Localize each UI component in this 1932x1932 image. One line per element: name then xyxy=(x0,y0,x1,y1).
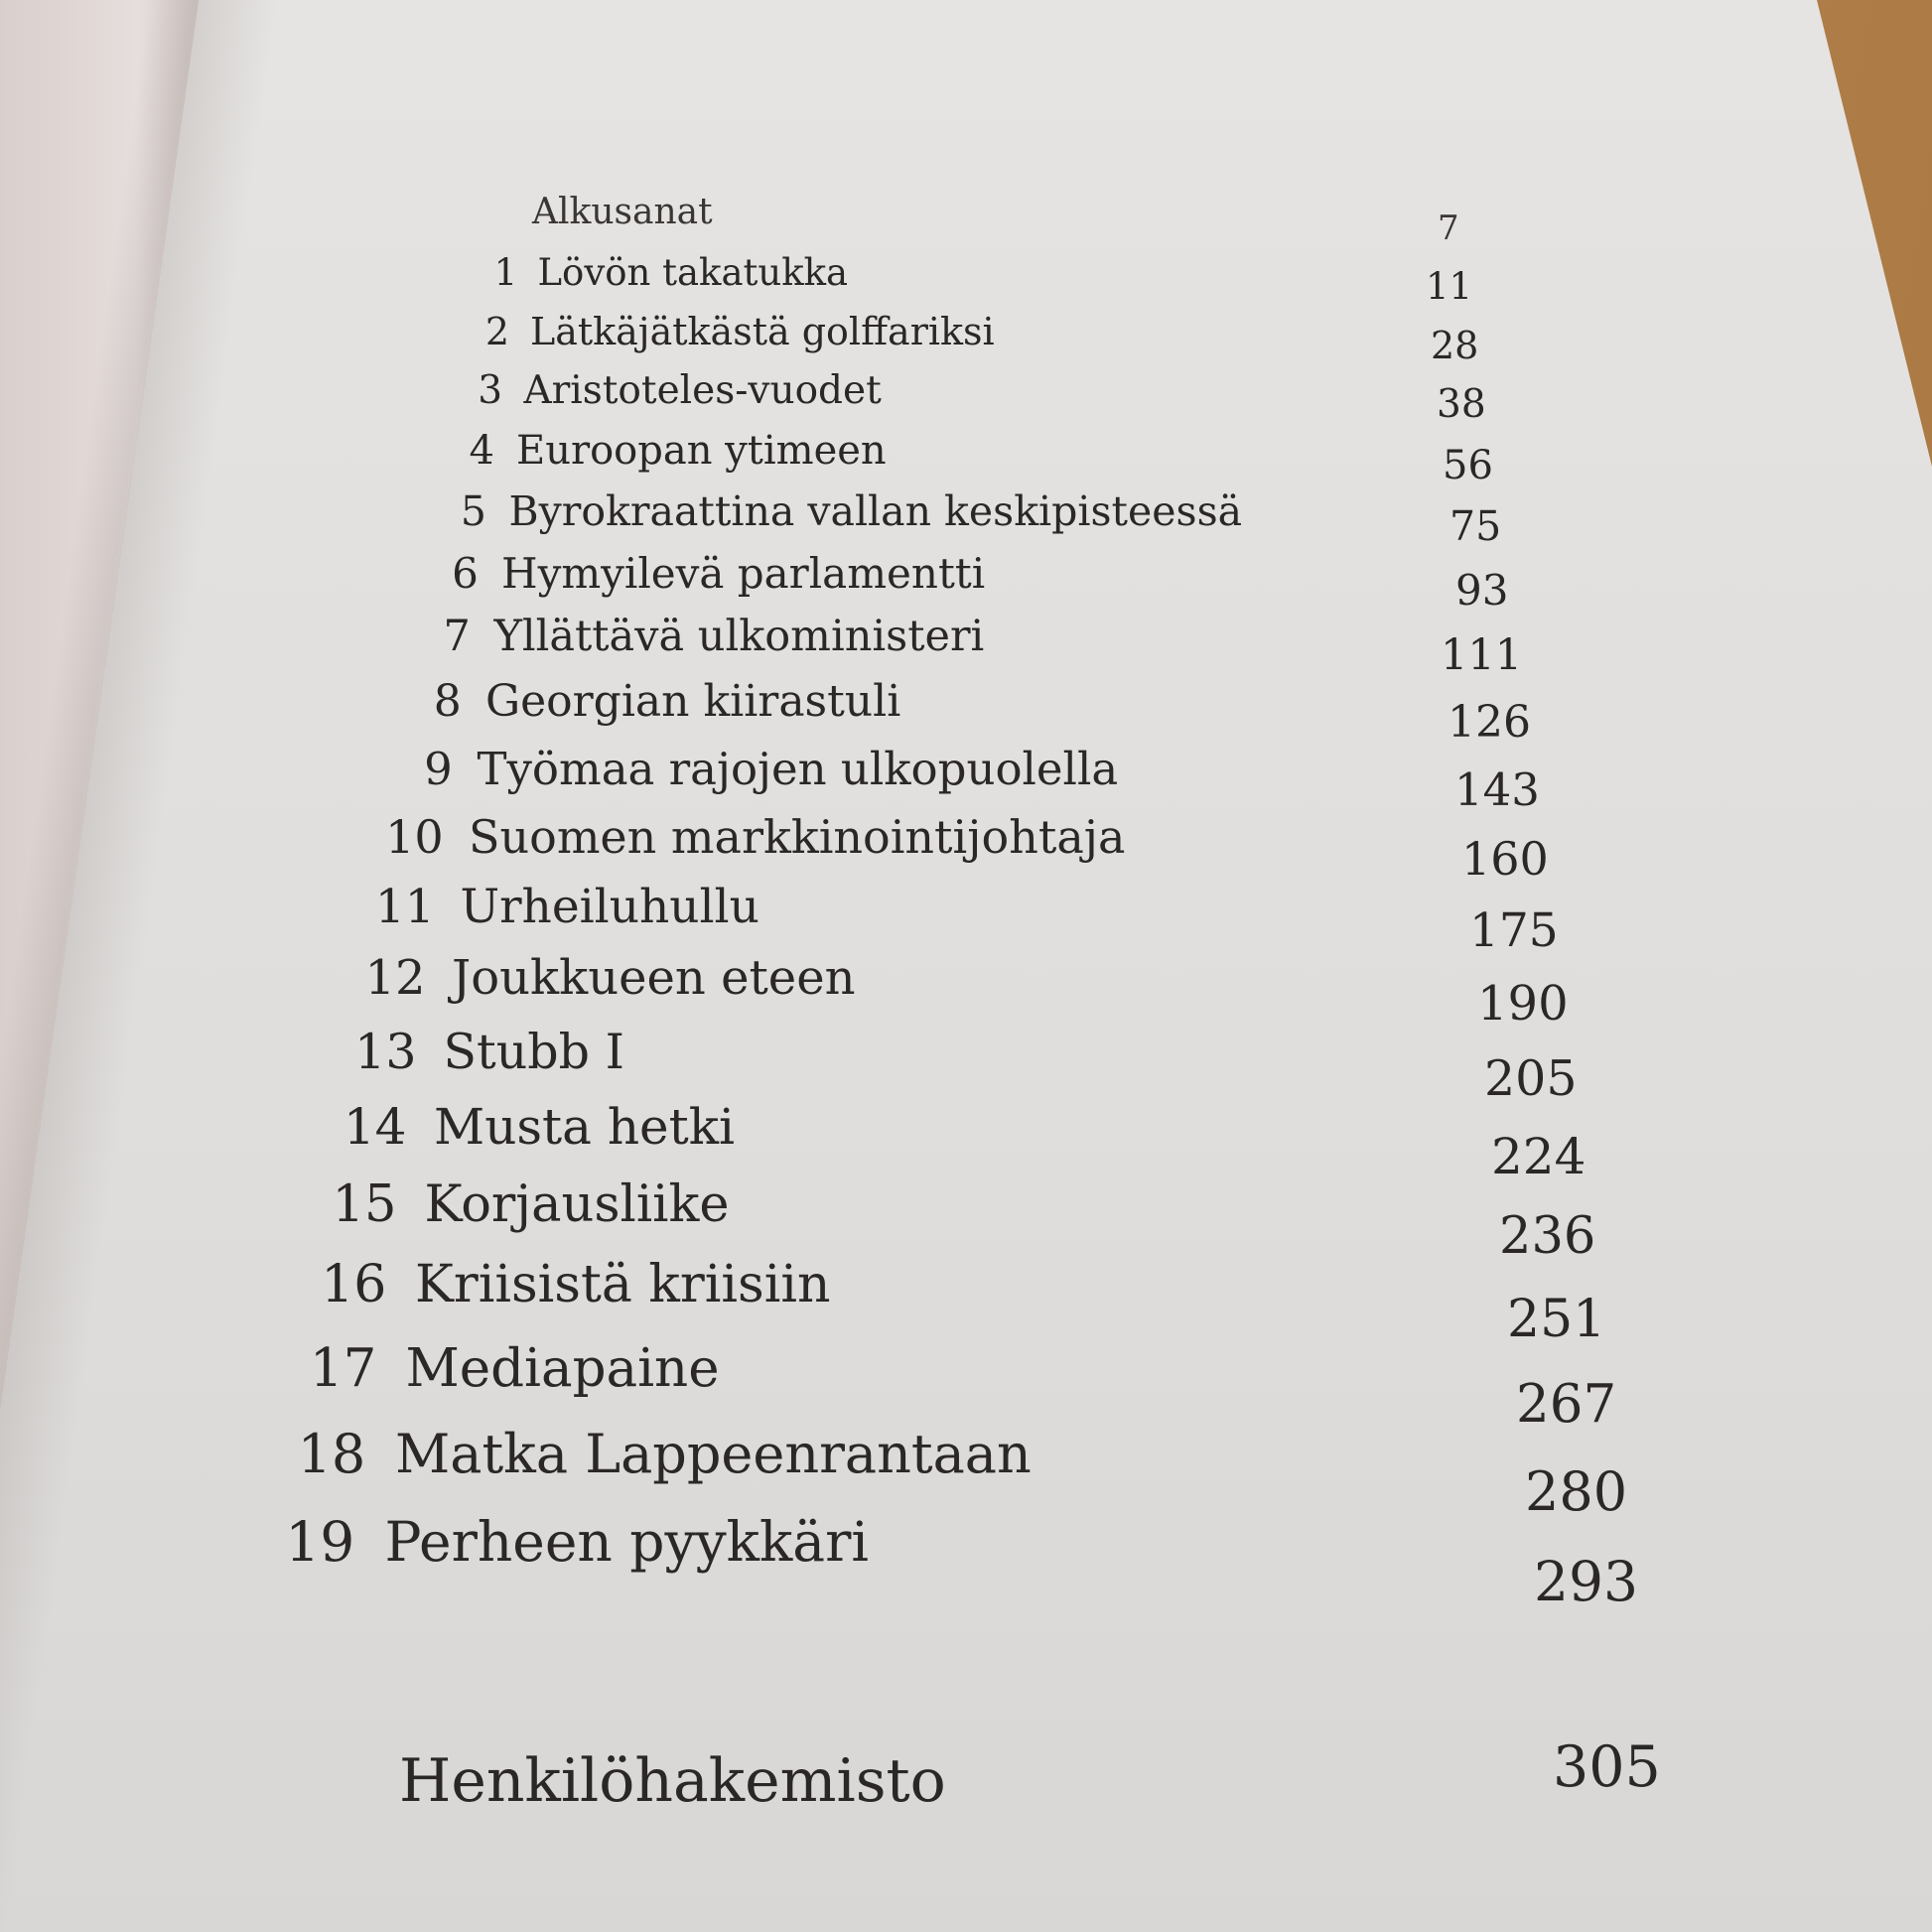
toc-chapter-number: 4 xyxy=(469,428,494,474)
toc-chapter-row xyxy=(372,810,1126,864)
toc-chapter-row xyxy=(307,1255,831,1314)
toc-chapter-number: 19 xyxy=(285,1510,355,1574)
toc-chapter-number: 16 xyxy=(321,1255,387,1314)
toc-chapter-title: Korjausliike xyxy=(424,1175,730,1234)
toc-chapter-page: 143 xyxy=(1454,763,1540,816)
toc-chapter-page: 205 xyxy=(1484,1050,1578,1107)
toc-chapter-number: 5 xyxy=(460,487,486,535)
toc-chapter-title: Euroopan ytimeen xyxy=(516,428,887,474)
toc-chapter-row xyxy=(394,676,901,727)
toc-chapter-number: 1 xyxy=(493,251,518,294)
toc-chapter-page: 251 xyxy=(1507,1290,1606,1349)
toc-foreword-title: Alkusanat xyxy=(532,192,713,232)
toc-chapter-row xyxy=(404,612,985,661)
toc-chapter-number: 17 xyxy=(309,1338,377,1399)
toc-chapter-number: 8 xyxy=(433,676,462,727)
toc-chapter-title: Hymyilevä parlamentti xyxy=(500,549,986,598)
toc-chapter-row xyxy=(433,428,887,474)
toc-chapter-row xyxy=(330,1098,736,1156)
toc-chapter-title: Työmaa rajojen ulkopuolella xyxy=(477,743,1119,795)
toc-foreword-page: 7 xyxy=(1438,208,1459,248)
toc-chapter-number: 10 xyxy=(385,810,444,864)
toc-chapter-row xyxy=(423,487,1243,535)
toc-chapter-title: Joukkueen eteen xyxy=(451,950,856,1006)
toc-chapter-title: Suomen markkinointijohtaja xyxy=(468,810,1126,864)
toc-chapter-number: 7 xyxy=(443,612,471,661)
toc-chapter-number: 11 xyxy=(374,880,435,934)
toc-chapter-page: 93 xyxy=(1455,566,1509,615)
toc-chapter-number: 3 xyxy=(478,368,503,413)
toc-index-title: Henkilöhakemisto xyxy=(399,1746,946,1816)
toc-chapter-page: 267 xyxy=(1516,1374,1617,1435)
toc-chapter-row xyxy=(383,743,1119,795)
toc-chapter-title: Lätkäjätkästä golffariksi xyxy=(529,310,995,353)
toc-chapter-page: 190 xyxy=(1477,976,1569,1032)
toc-chapter-title: Matka Lappeenrantaan xyxy=(394,1423,1032,1485)
toc-chapter-row xyxy=(443,368,882,413)
toc-chapter-page: 75 xyxy=(1449,502,1502,550)
toc-chapter-number: 9 xyxy=(424,743,453,795)
toc-chapter-title: Lövön takatukka xyxy=(537,251,849,294)
toc-chapter-number: 15 xyxy=(332,1175,397,1234)
toc-chapter-row xyxy=(451,310,995,353)
toc-chapter-page: 56 xyxy=(1443,443,1493,488)
toc-chapter-title: Georgian kiirastuli xyxy=(484,676,901,727)
toc-chapter-row xyxy=(295,1338,720,1399)
toc-chapter-row xyxy=(461,251,849,294)
toc-chapter-row xyxy=(362,880,759,934)
toc-chapter-number: 13 xyxy=(354,1024,417,1080)
toc-chapter-page: 28 xyxy=(1431,324,1479,367)
toc-index xyxy=(399,1746,946,1816)
toc-chapter-page: 175 xyxy=(1469,903,1559,958)
toc-chapter-title: Kriisistä kriisiin xyxy=(414,1255,831,1314)
toc-chapter-page: 293 xyxy=(1534,1550,1638,1613)
toc-chapter-page: 126 xyxy=(1448,697,1531,748)
toc-chapter-number: 6 xyxy=(452,549,479,598)
toc-index-page: 305 xyxy=(1553,1734,1661,1800)
toc-chapter-title: Yllättävä ulkoministeri xyxy=(493,612,985,661)
toc-chapter-number: 18 xyxy=(297,1423,366,1485)
toc-chapter-page: 236 xyxy=(1499,1207,1596,1266)
toc-chapter-title: Aristoteles-vuodet xyxy=(523,368,882,413)
toc-chapter-row xyxy=(318,1175,730,1234)
toc-chapter-title: Byrokraattina vallan keskipisteessä xyxy=(508,487,1243,535)
toc-chapter-page: 111 xyxy=(1441,630,1523,680)
toc-foreword xyxy=(532,192,713,232)
toc-chapter-row xyxy=(414,549,986,598)
toc-chapter-page: 280 xyxy=(1525,1460,1628,1523)
toc-chapter-number: 14 xyxy=(343,1098,407,1156)
toc-chapter-number: 12 xyxy=(364,950,426,1006)
toc-chapter-page: 224 xyxy=(1491,1128,1587,1185)
toc-chapter-title: Musta hetki xyxy=(434,1098,736,1156)
toc-chapter-title: Stubb I xyxy=(443,1024,624,1080)
toc-chapter-row xyxy=(270,1510,869,1574)
toc-chapter-title: Urheiluhullu xyxy=(460,880,759,934)
toc-chapter-title: Perheen pyykkäri xyxy=(384,1510,869,1574)
toc-chapter-page: 11 xyxy=(1426,265,1473,308)
toc-chapter-row xyxy=(351,950,856,1006)
toc-chapter-row xyxy=(283,1423,1032,1485)
toc-chapter-page: 160 xyxy=(1461,832,1549,886)
toc-chapter-page: 38 xyxy=(1437,382,1486,427)
toc-chapter-number: 2 xyxy=(484,310,510,353)
toc-chapter-title: Mediapaine xyxy=(405,1338,720,1399)
toc-chapter-row xyxy=(342,1024,624,1080)
